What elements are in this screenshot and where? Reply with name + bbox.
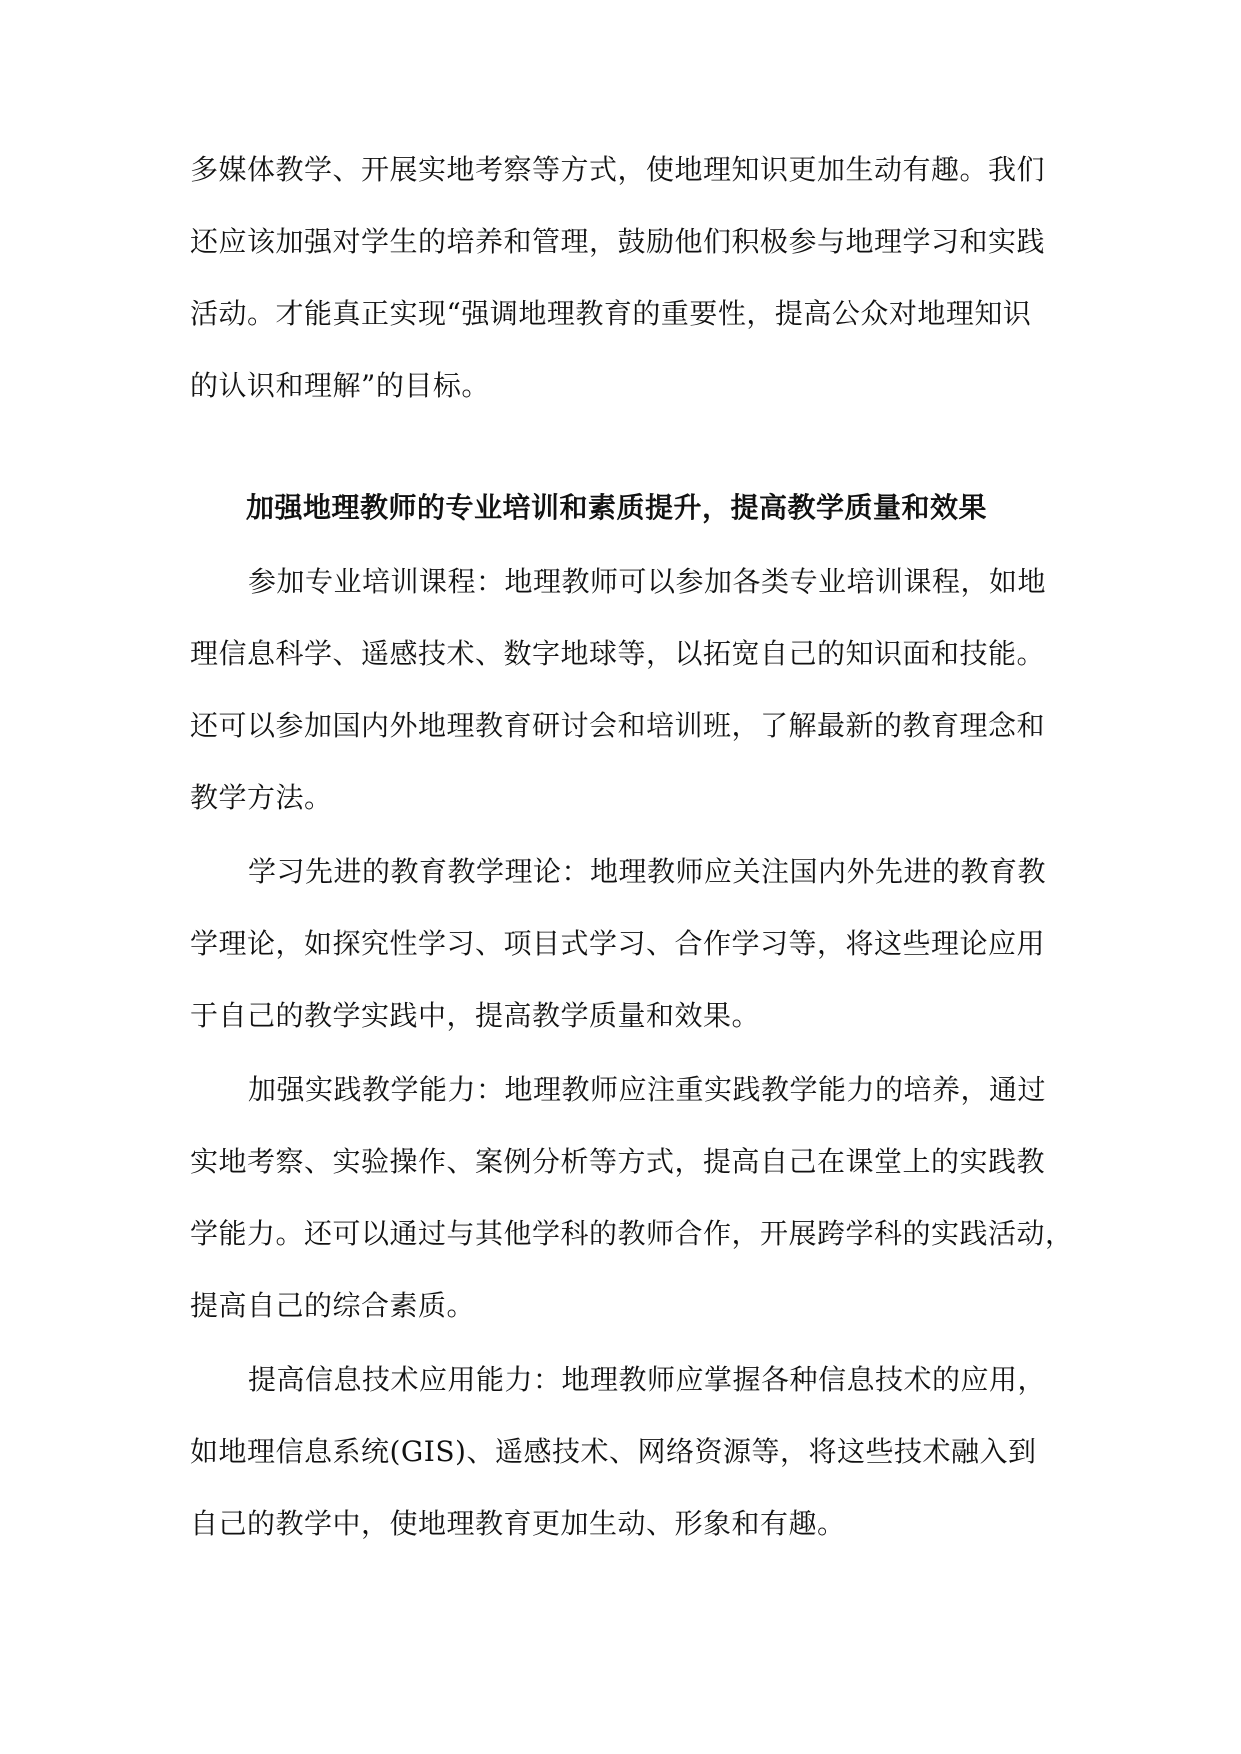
paragraph-line: 如地理信息系统(GIS)、遥感技术、网络资源等，将这些技术融入到 (190, 1435, 1037, 1468)
paragraph-line: 于自己的教学实践中，提高教学质量和效果。 (190, 999, 761, 1032)
intro-line: 还应该加强对学生的培养和管理，鼓励他们积极参与地理学习和实践 (190, 225, 1046, 258)
intro-line: 多媒体教学、开展实地考察等方式，使地理知识更加生动有趣。我们 (190, 153, 1046, 186)
paragraph-line: 教学方法。 (190, 781, 333, 814)
paragraph-line: 提高自己的综合素质。 (190, 1289, 476, 1322)
paragraph-line: 提高信息技术应用能力：地理教师应掌握各种信息技术的应用， (248, 1363, 1047, 1396)
paragraph-line: 还可以参加国内外地理教育研讨会和培训班，了解最新的教育理念和 (190, 709, 1046, 742)
paragraph-line: 加强实践教学能力：地理教师应注重实践教学能力的培养，通过 (248, 1073, 1047, 1106)
paragraph-line: 理信息科学、遥感技术、数字地球等，以拓宽自己的知识面和技能。 (190, 637, 1046, 670)
paragraph-line: 学理论，如探究性学习、项目式学习、合作学习等，将这些理论应用 (190, 927, 1046, 960)
intro-line: 的认识和理解”的目标。 (190, 369, 490, 402)
paragraph-line: 自己的教学中，使地理教育更加生动、形象和有趣。 (190, 1507, 846, 1540)
intro-line: 活动。才能真正实现“强调地理教育的重要性，提高公众对地理知识 (190, 297, 1032, 330)
paragraph-line: 学习先进的教育教学理论：地理教师应关注国内外先进的教育教 (248, 855, 1047, 888)
paragraph-line: 学能力。还可以通过与其他学科的教师合作，开展跨学科的实践活动， (190, 1217, 1074, 1250)
section-heading: 加强地理教师的专业培训和素质提升，提高教学质量和效果 (246, 491, 988, 524)
paragraph-line: 实地考察、实验操作、案例分析等方式，提高自己在课堂上的实践教 (190, 1145, 1046, 1178)
paragraph-line: 参加专业培训课程：地理教师可以参加各类专业培训课程，如地 (248, 565, 1047, 598)
